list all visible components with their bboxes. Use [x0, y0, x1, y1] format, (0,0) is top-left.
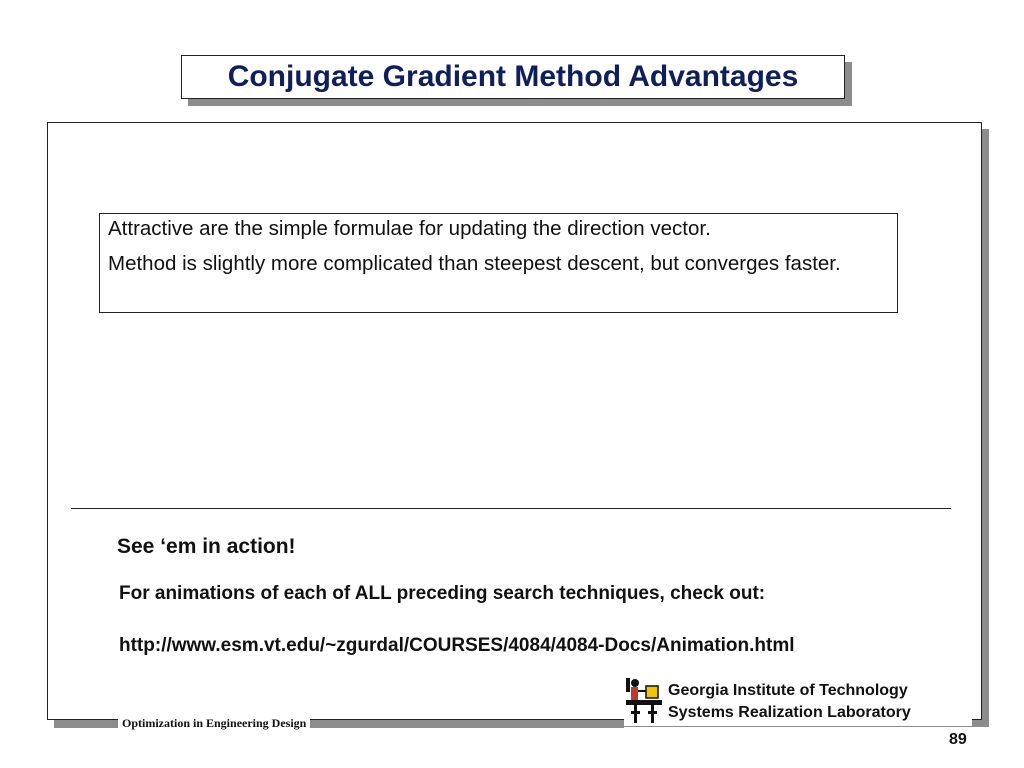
animation-link[interactable]: http://www.esm.vt.edu/~zgurdal/COURSES/4084/4084-Docs/Animation.html — [119, 635, 795, 656]
institution-logo-block — [624, 676, 972, 726]
main-panel — [47, 122, 982, 720]
see-action-heading: See ‘em in action! — [117, 535, 296, 558]
divider — [71, 508, 951, 509]
institution-name: Georgia Institute of Technology — [668, 682, 908, 699]
bullet-box — [99, 213, 898, 313]
animations-text: For animations of each of ALL preceding search techniques, check out: — [119, 583, 766, 604]
lab-name: Systems Realization Laboratory — [668, 704, 911, 721]
title-box — [181, 55, 845, 99]
page-title: Conjugate Gradient Method Advantages — [227, 60, 799, 93]
bullet-item: Attractive are the simple formulae for updating the direction vector. — [108, 217, 711, 240]
lab-logo-icon — [624, 676, 664, 724]
footer-course-title: Optimization in Engineering Design — [118, 716, 310, 731]
bullet-item: Method is slightly more complicated than steepest descent, but converges faster. — [108, 252, 841, 275]
page-number: 89 — [949, 731, 967, 748]
